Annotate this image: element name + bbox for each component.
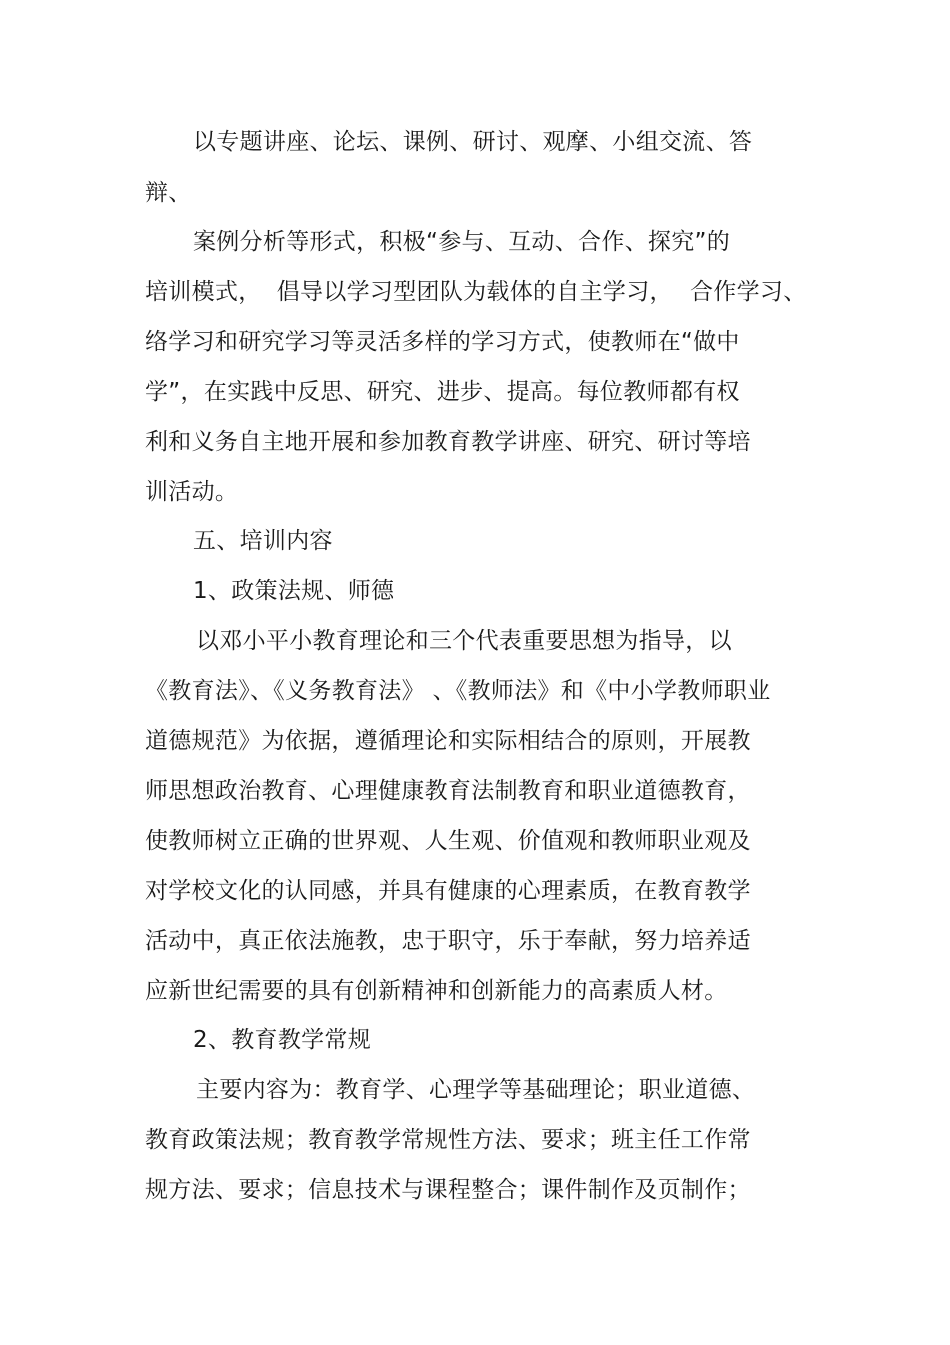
text-line-17: 主要内容为：教育学、心理学等基础理论；职业道德、 [196,1077,756,1103]
text-line-19: 规方法、要求；信息技术与课程整合；课件制作及页制作； [145,1177,751,1203]
text-line-16: 应新世纪需要的具有创新精神和创新能力的高素质人材。 [145,978,728,1004]
text-line-1: 以专题讲座、论坛、课例、研讨、观摩、小组交流、答 [193,129,753,155]
text-line-9: 以邓小平小教育理论和三个代表重要思想为指导，以 [196,628,732,654]
text-line-12: 师思想政治教育、心理健康教育法制教育和职业道德教育， [145,778,751,804]
text-line-3: 案例分析等形式，积极“参与、互动、合作、探究”的 [193,229,731,255]
text-line-2: 辩、 [145,180,192,206]
text-line-4b: 合作学习、 [690,279,807,305]
text-line-14: 对学校文化的认同感，并具有健康的心理素质，在教育教学 [145,878,751,904]
text-line-10: 《教育法》、《义务教育法》 、《教师法》和《中小学教师职业 [145,678,771,704]
text-line-8: 训活动。 [145,479,239,505]
text-line-5: 络学习和研究学习等灵活多样的学习方式，使教师在“做中 [145,329,740,355]
text-line-13: 使教师树立正确的世界观、人生观、价值观和教师职业观及 [145,828,751,854]
text-line-15: 活动中，真正依法施教，忠于职守，乐于奉献，努力培养适 [145,928,751,954]
text-line-6: 学”，在实践中反思、研究、进步、提高。每位教师都有权 [145,379,740,405]
subheading-2: 2、教育教学常规 [193,1027,372,1053]
section-heading-5: 五、培训内容 [193,528,333,554]
text-line-11: 道德规范》为依据，遵循理论和实际相结合的原则，开展教 [145,728,751,754]
text-line-4: 培训模式， 倡导以学习型团队为载体的自主学习， [145,279,673,305]
text-line-18: 教育政策法规；教育教学常规性方法、要求；班主任工作常 [145,1127,751,1153]
text-line-7: 利和义务自主地开展和参加教育教学讲座、研究、研讨等培 [145,429,751,455]
subheading-1: 1、政策法规、师德 [193,578,395,604]
